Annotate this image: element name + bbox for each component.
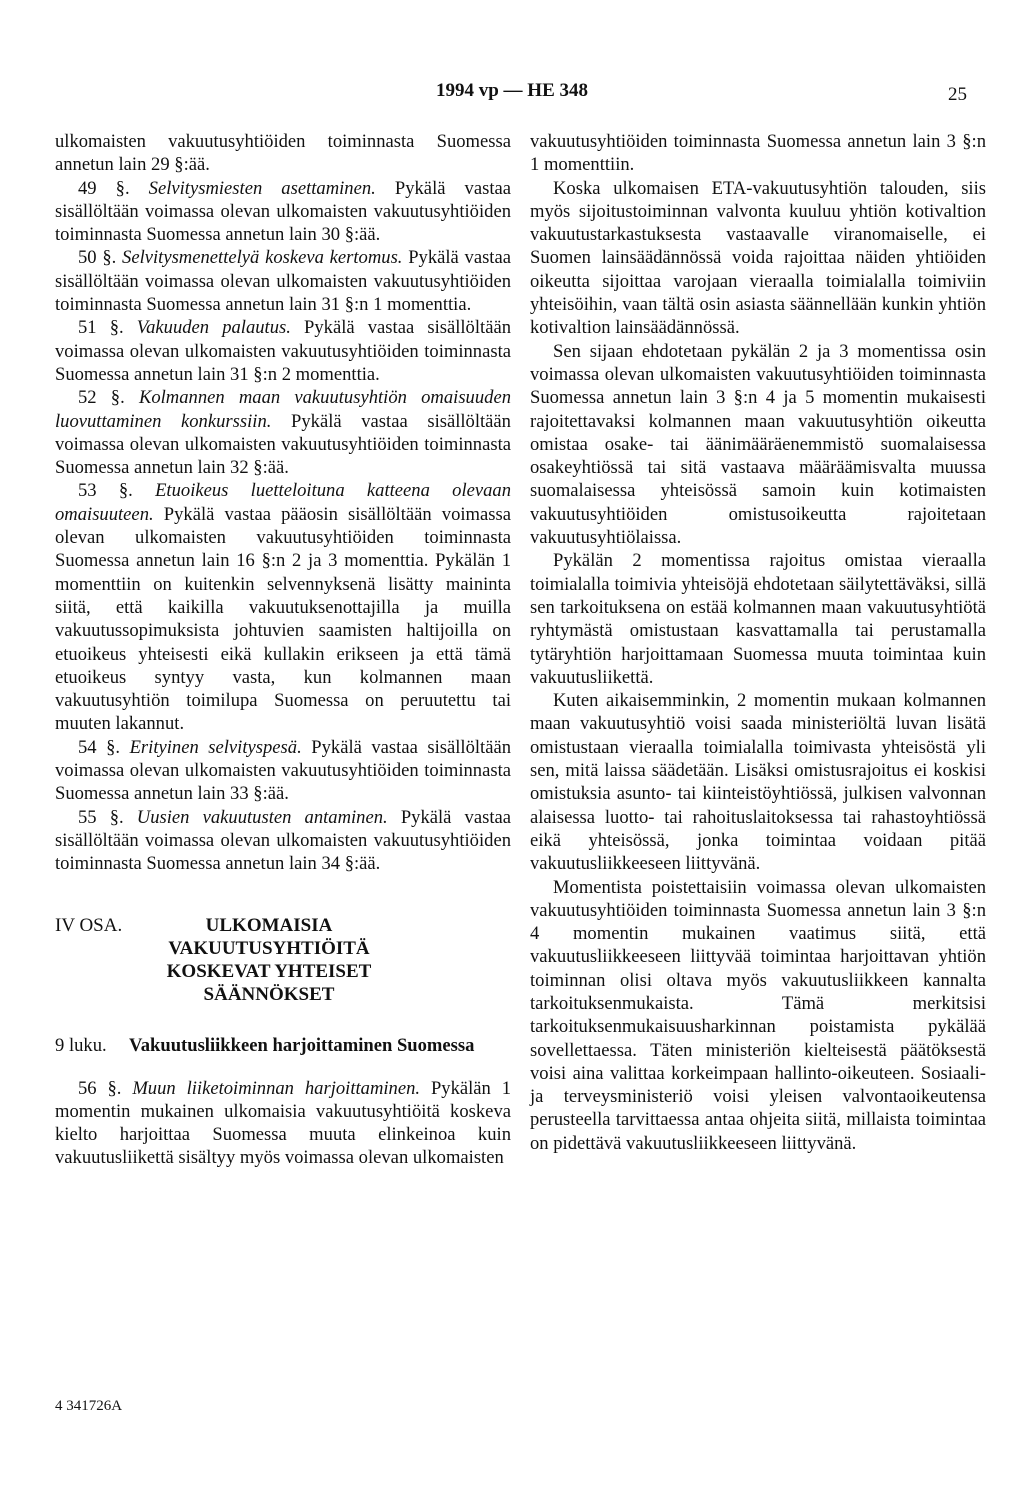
section-number: 56 §. [78, 1077, 122, 1099]
part-heading [55, 914, 511, 1006]
section-53 [55, 479, 511, 735]
section-number: 49 §. [78, 177, 130, 199]
section-text: Pykälän 1 momentin mukainen ulkomaisia vakuutusyhtiöitä koskeva kielto harjoittaa Suomessa muuta elinkeinoa kuin vakuutusliikettä sisältyy myös voimassa olevan ulkomaisten [55, 1077, 512, 1169]
print-code: 4 341726A [55, 1398, 123, 1414]
section-number: 54 §. [78, 736, 121, 758]
section-title: Kolmannen maan vakuutusyhtiön omaisuuden luovuttaminen konkurssiin. [55, 387, 511, 432]
part-label: IV OSA. [55, 914, 123, 936]
section-title: Erityinen selvityspesä. [129, 736, 302, 758]
section-text: Pykälä vastaa sisällöltään voimassa olevan ulkomaisten vakuutusyhtiöiden toiminnasta Suomessa annetun lain 31 §:n 2 momenttia. [55, 317, 511, 385]
section-title: Uusien vakuutusten antaminen. [136, 806, 388, 828]
section-text: Pykälä vastaa pääosin sisällöltään voimassa olevan ulkomaisten vakuutusyhtiöiden toiminnasta Suomessa annetun lain 16 §:n 2 ja 3 momenttia. Pykälän 1 momenttiin on kuitenkin selvennyksenä lisätty maininta siitä, että kaikilla vakuutuksenottajilla ja muilla vakuutussopimuksista johtuvien saamisten haltijoilla on etuoikeus yhteisesti eikä kullakin erikseen ja että tämä etuoikeus syntyy vasta, kun kolmannen maan vakuutusyhtiön toimilupa Suomessa on peruutettu tai muuten lakannut. [55, 503, 512, 735]
section-54 [55, 736, 511, 806]
section-51 [55, 316, 511, 386]
section-title: Etuoikeus luetteloituna katteena olevaan omaisuuteen. [55, 480, 512, 525]
chapter-heading [55, 1034, 511, 1057]
paragraph: Koska ulkomaisen ETA-vakuutusyhtiön talouden, siis myös sijoitustoiminnan valvonta kuuluu yhtiön kotivaltion vakuutustarkastuksesta vastaavalle viranomaiselle, ei Suomen lainsäädännössä voida rajoittaa näiden yhtiöiden oikeutta sijoittaa varojaan vieraalla toimialalla toimiviin yhteisöihin, vaan tältä osin asiasta säännellään kunkin yhtiön kotivaltion lainsäädännössä. [530, 177, 986, 339]
section-text: Pykälä vastaa sisällöltään voimassa olevan ulkomaisten vakuutusyhtiöiden toiminnasta Suomessa annetun lain 30 §:ää. [55, 177, 511, 246]
section-56 [55, 1077, 511, 1170]
document-title: 1994 vp — HE 348 [435, 80, 589, 101]
page-header [0, 80, 1024, 104]
left-column [55, 130, 511, 1170]
section-55 [55, 806, 511, 876]
section-text: Pykälä vastaa sisällöltään voimassa olevan ulkomaisten vakuutusyhtiöiden toiminnasta Suomessa annetun lain 31 §:n 1 momenttia. [55, 247, 511, 316]
paragraph: Pykälän 2 momentissa rajoitus omistaa vieraalla toimialalla toimivia yhteisöjä ehdotetaan säilytettäväksi, sillä sen tarkoituksena on estää kolmannen maan vakuutusyhtiötä ryhtymästä omistustaan kasvattamalla tai perustamalla tytäryhtiön harjoittamaan Suomessa muuta toimintaa kuin vakuutusliikettä. [530, 550, 986, 688]
section-title: Selvitysmenettelyä koskeva kertomus. [122, 247, 403, 269]
paragraph: Kuten aikaisemminkin, 2 momentin mukaan kolmannen maan vakuutusyhtiö voisi saada ministeriöltä luvan lisätä omistustaan vieraalla toimialalla toimivasta yhteisöstä yli sen, mitä laissa säädetään. Lisäksi omistusrajoitus ei koskisi omistuksia asunto- tai kiinteistöyhtiössä, julkisen valvonnan alaisessa luotto- tai rahoituslaitoksessa tai rahastoyhtiössä eikä yhteisössä, jonka toimintaa voidaan pitää vakuutusliikkeeseen liittyvänä. [530, 690, 986, 875]
paragraph: vakuutusyhtiöiden toiminnasta Suomessa annetun lain 3 §:n 1 momenttiin. [530, 131, 986, 176]
paragraph: Sen sijaan ehdotetaan pykälän 2 ja 3 momentissa osin voimassa olevan ulkomaisten vakuutusyhtiöiden toiminnasta Suomessa annetun lain 3 §:n 4 ja 5 momentin mukaisesti rajoitettavaksi kolmannen maan vakuutusyhtiön oikeutta omistaa osake- tai äänimääräenemmistö suomalaisessa osakeyhtiössä tai sitä vastaava määräämisvalta muussa suomalaisessa yhteisössä samoin kuin kotimaisten vakuutusyhtiöiden omistusoikeutta rajoitetaan vakuutusyhtiölaissa. [530, 340, 986, 549]
section-title: Vakuuden palautus. [136, 317, 291, 339]
section-52 [55, 386, 511, 479]
section-text: Pykälä vastaa sisällöltään voimassa olevan ulkomaisten vakuutusyhtiöiden toiminnasta Suomessa annetun lain 34 §:ää. [55, 806, 511, 875]
paragraph: Momentista poistettaisiin voimassa olevan ulkomaisten vakuutusyhtiöiden toiminnasta Suomessa annetun lain 3 §:n 4 momentin mukainen vaatimus siitä, että vakuutusliikkeeseen liittyvää toimintaa harjoittavan yhtiön toiminnan olisi oltava myös vakuutusliikkeen kannalta tarkoituksenmukaista. Tämä merkitsisi tarkoituksenmukaisuusharkinnan poistamista pykälää sovellettaessa. Täten ministeriön kielteisestä päätöksestä voisi aina valittaa korkeimpaan hallinto-oikeuteen. Sosiaali- ja terveysministeriö voisi yleisen valvontaoikeutensa perusteella tarvittaessa antaa ohjeita siitä, millaista toimintaa on pidettävä vakuutusliikkeeseen liittyvänä. [530, 876, 986, 1154]
right-column [530, 130, 986, 1155]
section-number: 55 §. [78, 806, 124, 828]
section-number: 52 §. [78, 387, 125, 409]
chapter-label: 9 luku. [55, 1034, 107, 1056]
section-title: Muun liiketoiminnan harjoittaminen. [132, 1077, 421, 1099]
section-50 [55, 246, 511, 316]
section-text: Pykälä vastaa sisällöltään voimassa olevan ulkomaisten vakuutusyhtiöiden toiminnasta Suomessa annetun lain 32 §:ää. [55, 410, 511, 479]
section-number: 51 §. [78, 317, 124, 339]
part-title: ULKOMAISIA VAKUUTUSYHTIÖITÄ KOSKEVAT YHTEISET SÄÄNNÖKSET [166, 914, 372, 1005]
page-number: 25 [948, 84, 967, 105]
paragraph: ulkomaisten vakuutusyhtiöiden toiminnasta Suomessa annetun lain 29 §:ää. [55, 131, 511, 176]
section-number: 53 §. [78, 480, 133, 502]
section-number: 50 §. [78, 247, 117, 269]
chapter-title: Vakuutusliikkeen harjoittaminen Suomessa [129, 1034, 475, 1056]
section-49 [55, 177, 511, 247]
section-text: Pykälä vastaa sisällöltään voimassa olevan ulkomaisten vakuutusyhtiöiden toiminnasta Suomessa annetun lain 33 §:ää. [55, 736, 512, 805]
section-title: Selvitysmiesten asettaminen. [148, 177, 376, 199]
